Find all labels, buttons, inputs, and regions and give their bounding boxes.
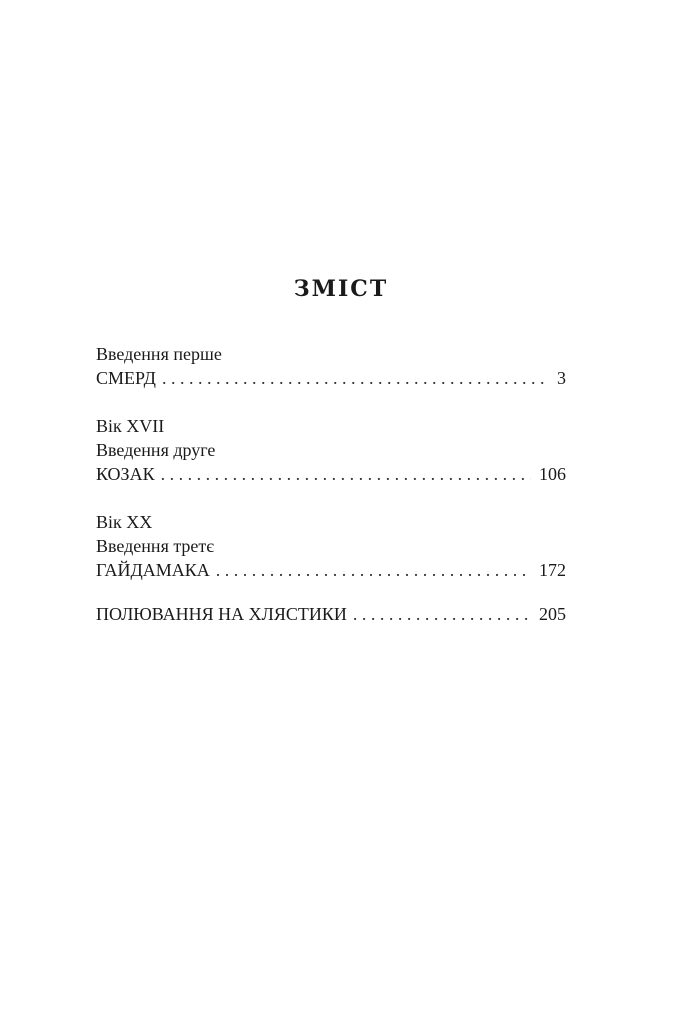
toc-line-part1-intro [96, 342, 566, 366]
toc-page-number: 106 [539, 464, 566, 484]
table-of-contents [96, 342, 566, 626]
toc-leader-dots [353, 602, 531, 626]
toc-intro-label: Введення друге [96, 440, 216, 460]
toc-intro-label: Введення третє [96, 536, 215, 556]
toc-entry-smerd[interactable] [96, 366, 566, 390]
toc-line-part2-century [96, 414, 566, 438]
toc-entry-kozak[interactable] [96, 462, 566, 486]
toc-intro-label: Введення перше [96, 344, 222, 364]
toc-page-number: 205 [539, 604, 566, 624]
toc-entry-haidamaka[interactable] [96, 558, 566, 582]
toc-entry-title: КОЗАК [96, 464, 155, 484]
toc-century-label: Вік XX [96, 512, 153, 532]
toc-century-label: Вік XVII [96, 416, 165, 436]
toc-page-number: 3 [557, 368, 566, 388]
toc-line-part2-intro [96, 438, 566, 462]
page-title: ЗМІСТ [293, 276, 389, 302]
toc-entry-poluvannia[interactable] [96, 602, 566, 626]
toc-leader-dots [162, 366, 549, 390]
toc-entry-title: ГАЙДАМАКА [96, 560, 210, 580]
toc-leader-dots [161, 462, 531, 486]
toc-leader-dots [216, 558, 531, 582]
toc-entry-title: СМЕРД [96, 368, 156, 388]
toc-line-part3-century [96, 510, 566, 534]
toc-line-part3-intro [96, 534, 566, 558]
toc-entry-title: ПОЛЮВАННЯ НА ХЛЯСТИКИ [96, 604, 347, 624]
toc-page-number: 172 [539, 560, 566, 580]
